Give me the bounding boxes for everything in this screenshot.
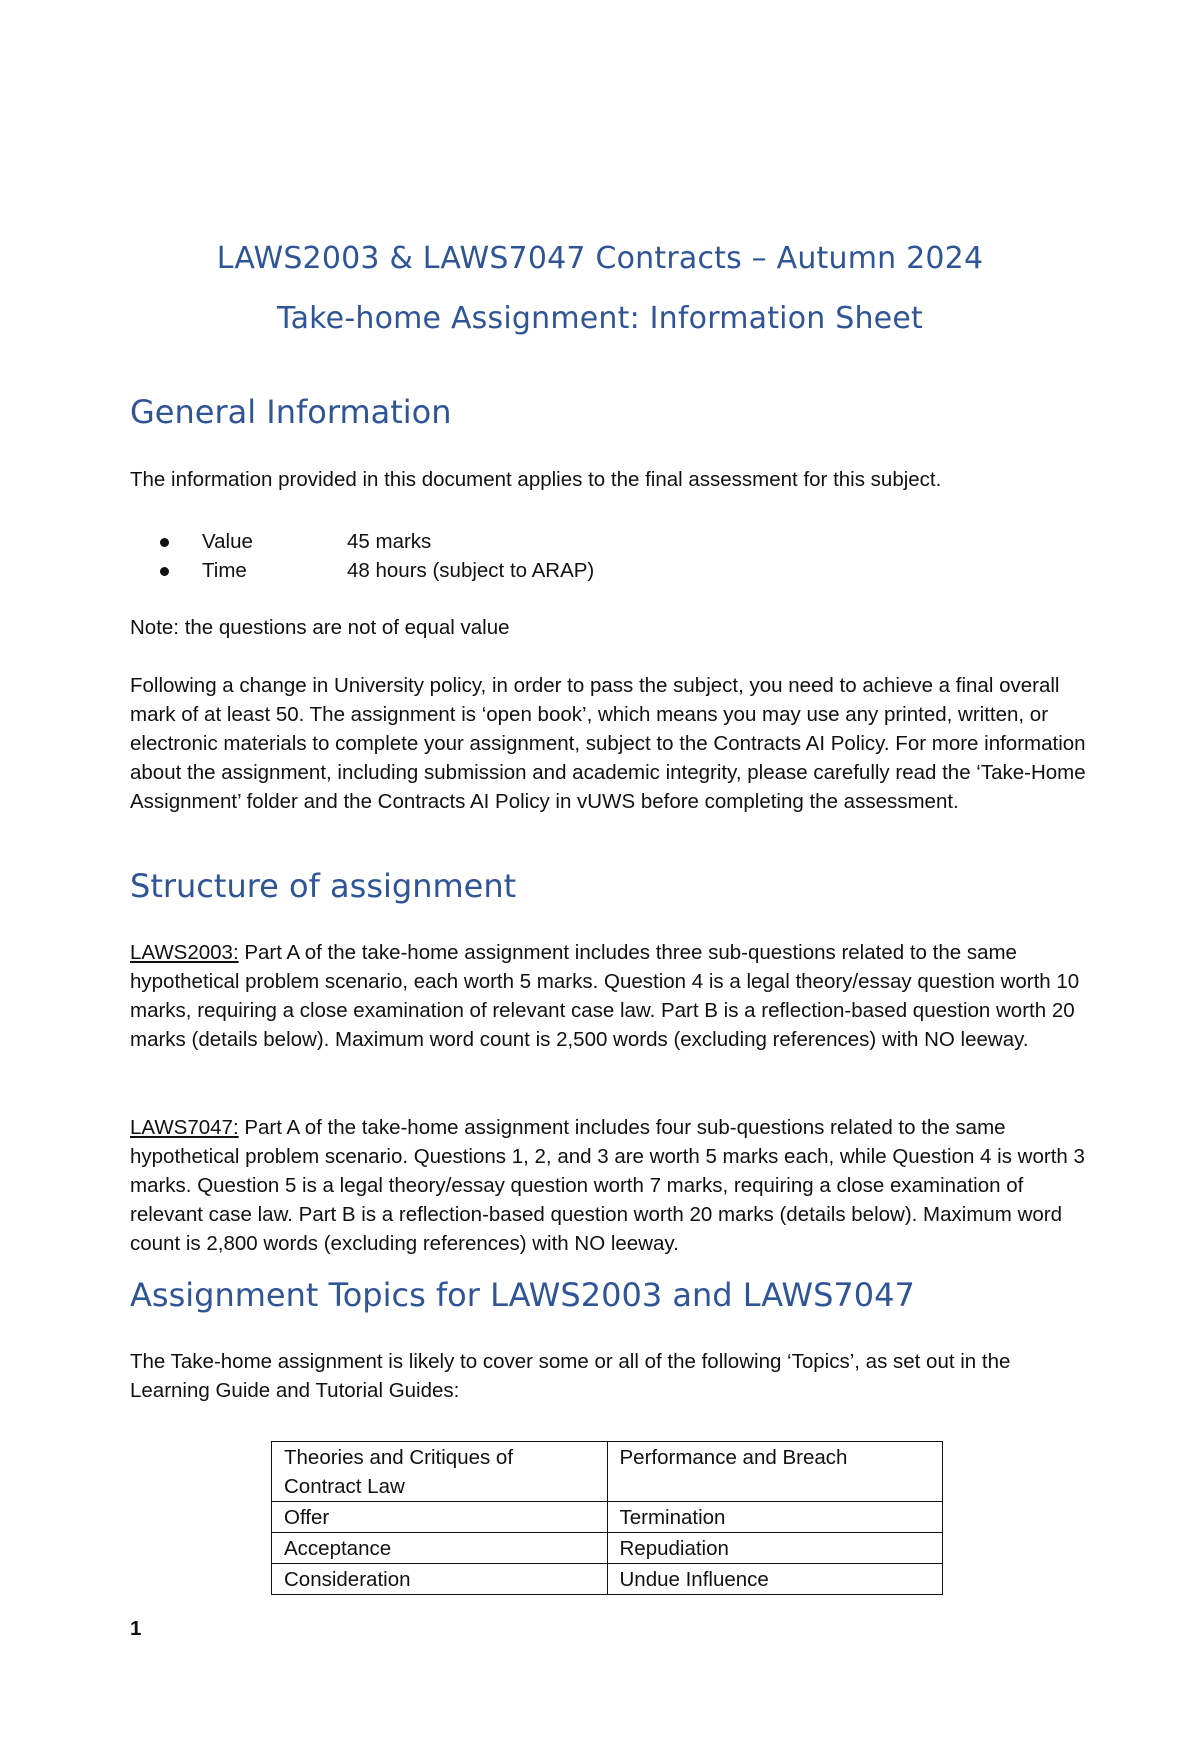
- bullet-icon: [160, 567, 169, 576]
- subject-code-laws7047: LAWS7047:: [130, 1116, 239, 1139]
- table-cell: Consideration: [272, 1564, 608, 1595]
- table-row: [272, 1564, 943, 1595]
- general-intro-paragraph: The information provided in this document applies to the final assessment for this subject.: [130, 468, 942, 491]
- section-heading-topics: Assignment Topics for LAWS2003 and LAWS7047: [130, 1276, 915, 1314]
- page-number: 1: [130, 1617, 142, 1640]
- policy-paragraph: Following a change in University policy, in order to pass the subject, you need to achieve a final overall mark of at least 50. The assignment is ‘open book’, which means you may use any printed, written, or electronic materials to complete your assignment, subject to the Contracts AI Policy. For more information about the assignment, including submission and academic integrity, please carefully read the ‘Take-Home Assignment’ folder and the Contracts AI Policy in vUWS before completing the assessment.: [130, 674, 1086, 813]
- table-cell: Termination: [607, 1502, 943, 1533]
- subject-code-laws2003: LAWS2003:: [130, 941, 239, 964]
- document-title: LAWS2003 & LAWS7047 Contracts – Autumn 2024: [216, 241, 984, 276]
- table-cell: Theories and Critiques of Contract Law: [272, 1442, 608, 1502]
- list-item-value: 48 hours (subject to ARAP): [347, 559, 595, 582]
- topics-intro-paragraph: The Take-home assignment is likely to cover some or all of the following ‘Topics’, as set out in the Learning Guide and Tutorial Guides:: [130, 1350, 1011, 1402]
- table-cell: Performance and Breach: [607, 1442, 943, 1502]
- table-cell: Acceptance: [272, 1533, 608, 1564]
- section-heading-structure: Structure of assignment: [130, 867, 517, 905]
- laws2003-text: Part A of the take-home assignment includes three sub-questions related to the same hypothetical problem scenario, each worth 5 marks. Question 4 is a legal theory/essay question worth 10 marks, requiring a close examination of relevant case law. Part B is a reflection-based question worth 20 marks (details below). Maximum word count is 2,500 words (excluding references) with NO leeway.: [130, 941, 1080, 1051]
- laws7047-text: Part A of the take-home assignment includes four sub-questions related to the same hypothetical problem scenario. Questions 1, 2, and 3 are worth 5 marks each, while Question 4 is worth 3 marks. Question 5 is a legal theory/essay question worth 7 marks, requiring a close examination of relevant case law. Part B is a reflection-based question worth 20 marks (details below). Maximum word count is 2,800 words (excluding references) with NO leeway.: [130, 1116, 1085, 1255]
- section-heading-general: General Information: [130, 393, 452, 431]
- note-paragraph: Note: the questions are not of equal value: [130, 616, 510, 639]
- table-cell: Repudiation: [607, 1533, 943, 1564]
- table-row: [272, 1502, 943, 1533]
- laws7047-paragraph: [130, 1113, 1090, 1258]
- topics-table: [271, 1441, 943, 1595]
- document-subtitle: Take-home Assignment: Information Sheet: [277, 301, 923, 336]
- table-row: [272, 1533, 943, 1564]
- table-cell: Undue Influence: [607, 1564, 943, 1595]
- list-item-term: Time: [202, 559, 247, 582]
- laws2003-paragraph: [130, 938, 1090, 1054]
- list-item-value: 45 marks: [347, 530, 432, 553]
- bullet-icon: [160, 538, 169, 547]
- table-cell: Offer: [272, 1502, 608, 1533]
- list-item-term: Value: [202, 530, 253, 553]
- table-row: [272, 1442, 943, 1502]
